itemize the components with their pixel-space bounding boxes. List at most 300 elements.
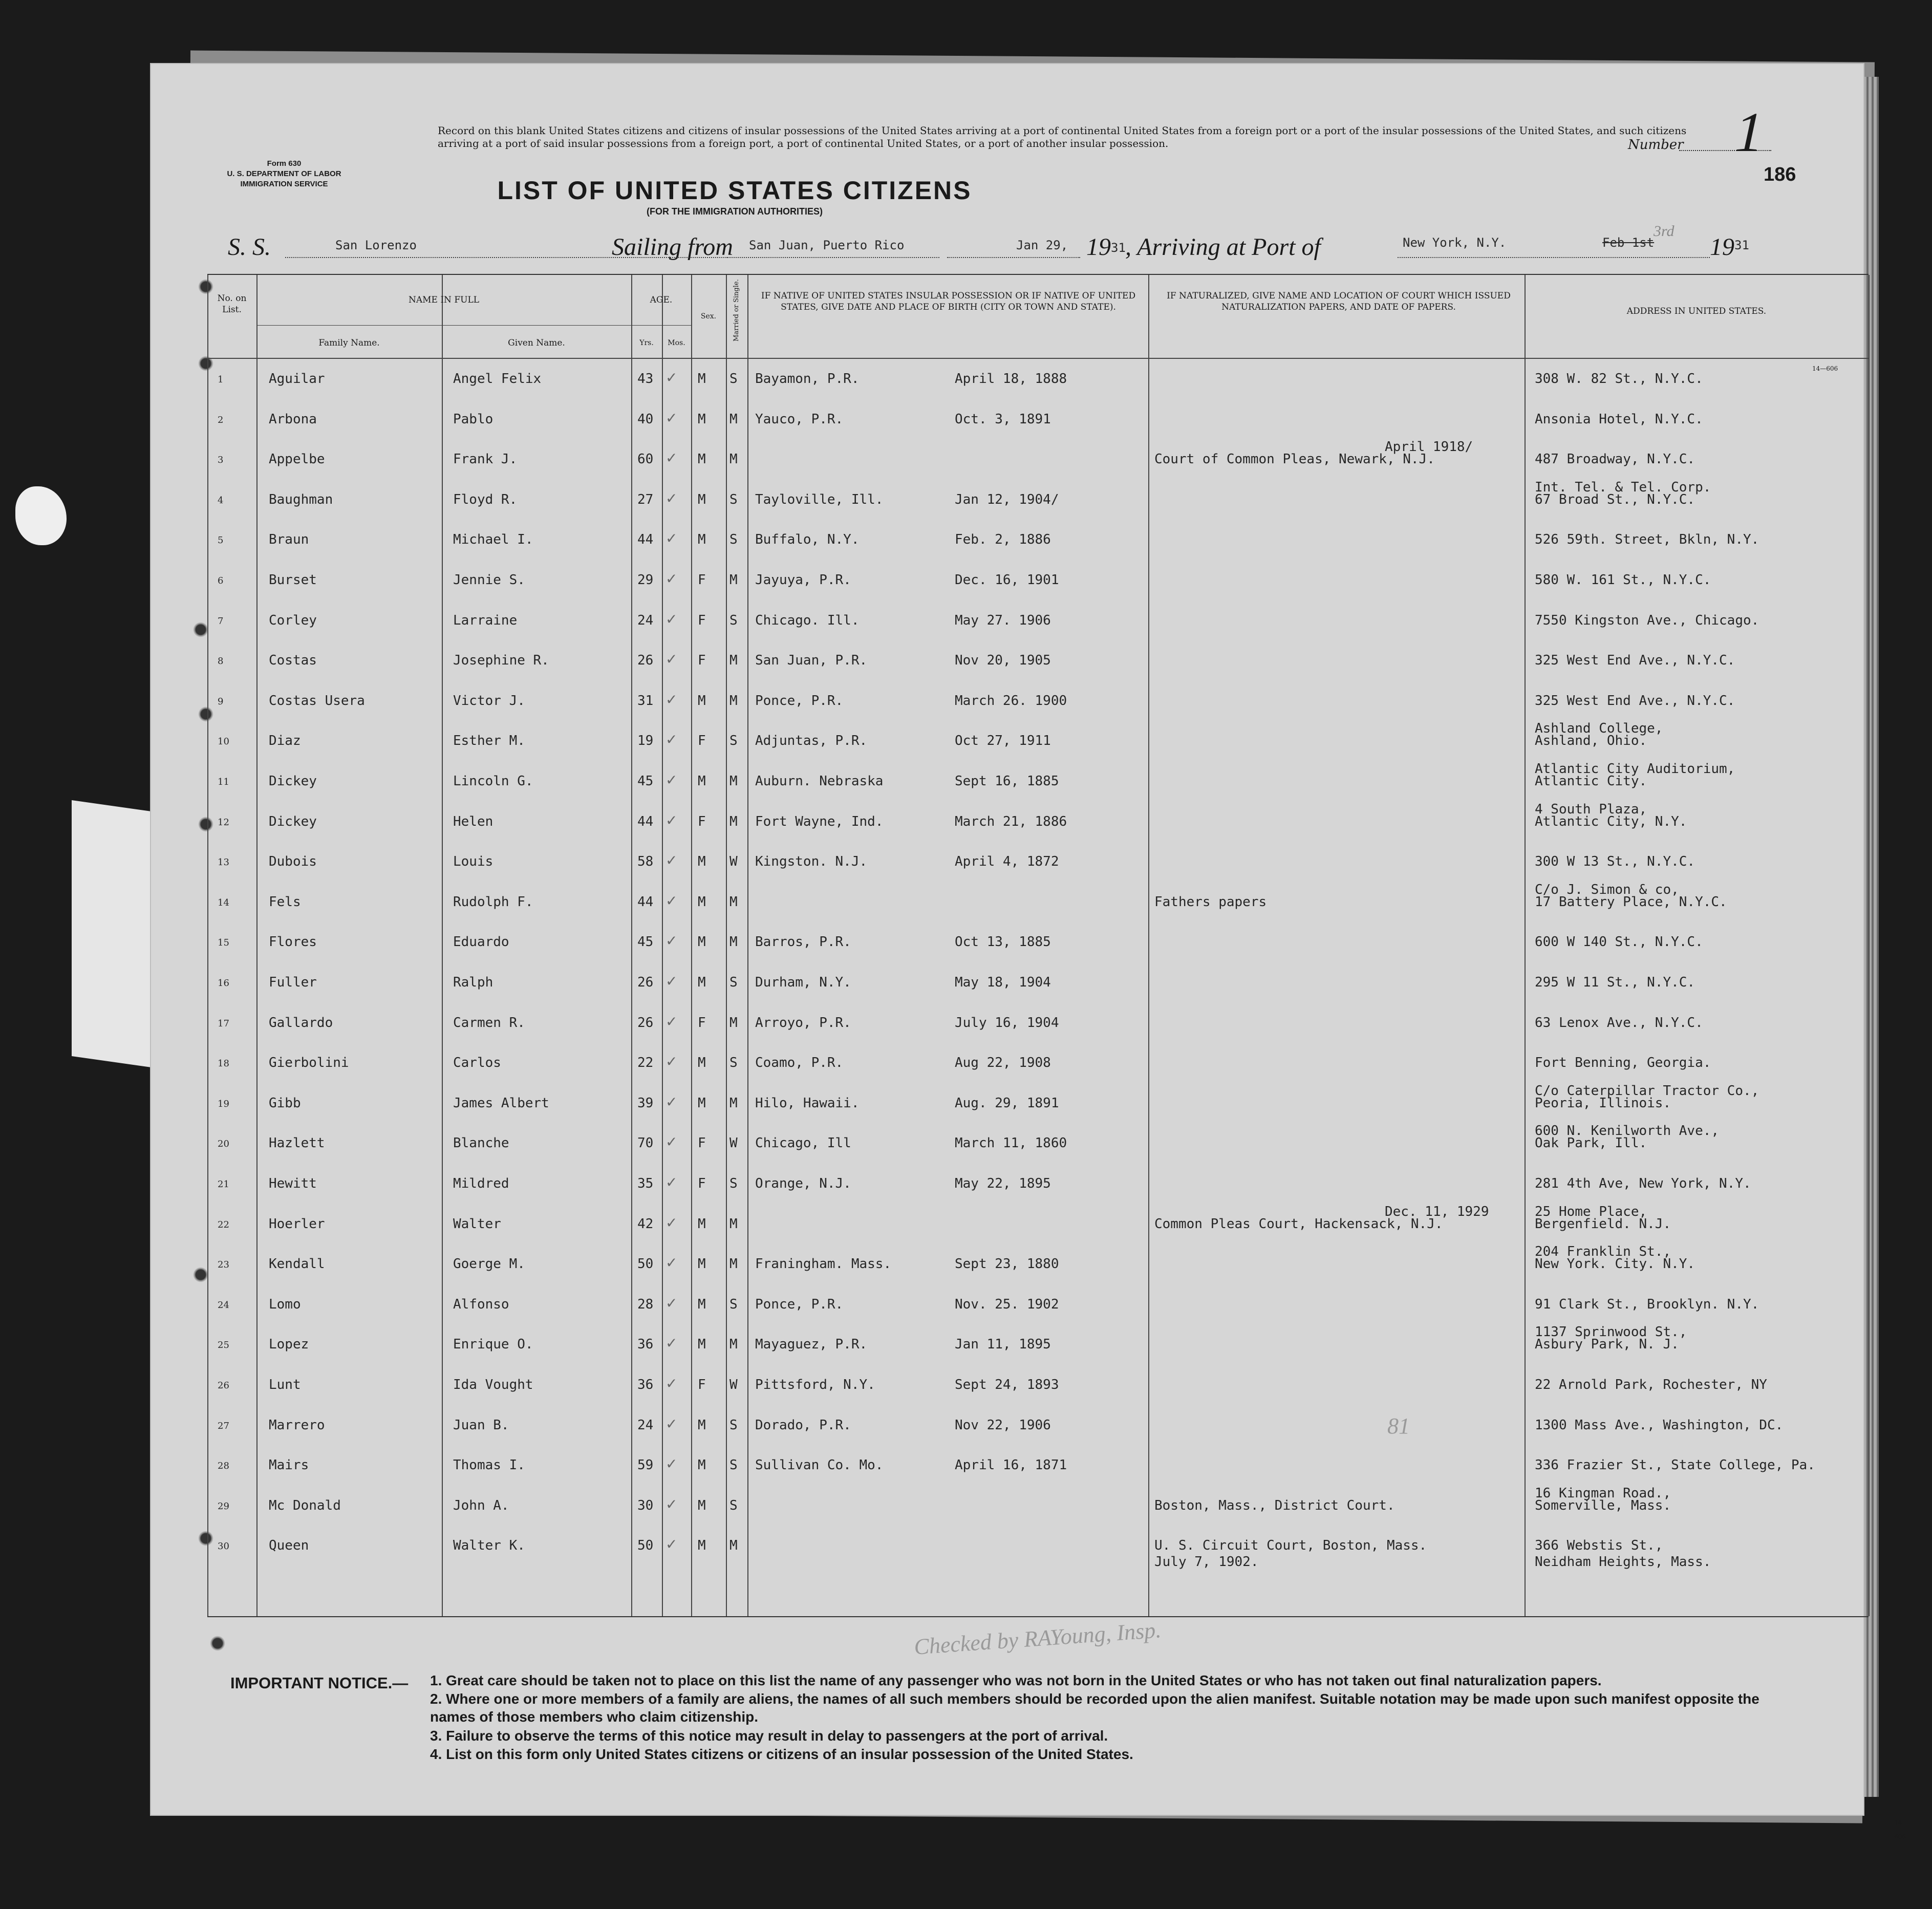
address: 1300 Mass Ave., Washington, DC. [1535,1417,1784,1433]
sex: M [698,693,706,709]
address: 7550 Kingston Ave., Chicago. [1535,612,1759,628]
marital-status: M [729,1337,738,1353]
sex: M [698,1095,706,1111]
form-code-bottom: 14—606 [1894,1819,1906,1840]
birth-date: Aug. 29, 1891 [955,1095,1059,1111]
family-name: Costas Usera [269,693,365,709]
birth-place: Barros, P.R. [755,934,851,950]
marital-status: S [729,1457,738,1473]
table-row [207,1123,1869,1164]
check-mark: ✓ [666,570,678,587]
table-row [207,1288,1869,1325]
table-row [207,966,1869,1003]
family-name: Hewitt [269,1176,317,1191]
birth-place: San Juan, P.R. [755,653,868,669]
sex: M [698,1497,706,1513]
birth-place: Durham, N.Y. [755,975,851,990]
check-mark: ✓ [666,1294,678,1312]
birth-date: July 16, 1904 [955,1015,1059,1031]
departure-date: Jan 29, [1016,238,1068,252]
naturalization-date: April 1918/ [1385,439,1473,455]
birth-date: Nov 20, 1905 [955,653,1051,669]
given-name: Victor J. [453,693,525,709]
birth-date: May 27. 1906 [955,612,1051,628]
birth-place: Buffalo, N.Y. [755,532,860,548]
row-number: 16 [218,978,229,989]
address: 325 West End Ave., N.Y.C. [1535,653,1735,669]
table-row [207,1408,1869,1446]
manifest-page [151,64,1906,1840]
given-name: Carmen R. [453,1015,525,1031]
marital-status: S [729,1055,738,1071]
age-years: 50 [637,1256,654,1272]
departure-port: San Juan, Puerto Rico [749,238,905,252]
family-name: Dickey [269,813,317,829]
address: Atlantic City, N.Y. [1535,813,1687,829]
arrival-date-correction: 3rd [1654,223,1675,240]
family-name: Gibb [269,1095,301,1111]
age-years: 30 [637,1497,654,1513]
given-name: Walter K. [453,1538,525,1554]
birth-date: Nov. 25. 1902 [955,1296,1059,1312]
naturalization-court: U. S. Circuit Court, Boston, Mass. [1154,1538,1427,1554]
birth-place: Arroyo, P.R. [755,1015,851,1031]
birth-date: Oct. 3, 1891 [955,411,1051,427]
header-sex: Sex. [700,312,717,320]
given-name: Juan B. [453,1417,509,1433]
age-years: 27 [637,491,654,507]
table-row [207,1529,1869,1570]
marital-status: M [729,693,738,709]
header-family-name: Family Name. [318,338,380,348]
family-name: Flores [269,934,317,950]
given-name: Frank J. [453,452,518,467]
birth-date: Jan 11, 1895 [955,1337,1051,1353]
department: U. S. DEPARTMENT OF LABOR [227,169,341,178]
check-mark: ✓ [666,489,678,507]
address: Atlantic City. [1535,774,1647,789]
sex: M [698,491,706,507]
row-number: 15 [218,937,229,949]
row-number: 1 [218,374,224,385]
family-name: Gierbolini [269,1055,349,1071]
notice-label: IMPORTANT NOTICE.— [230,1674,409,1692]
list-number: 1 [1729,101,1771,163]
given-name: Mildred [453,1176,509,1191]
pencil-number: 81 [1387,1413,1410,1439]
family-name: Dickey [269,774,317,789]
given-name: Eduardo [453,934,509,950]
address-line-1: Int. Tel. & Tel. Corp. [1535,479,1711,495]
family-name: Mc Donald [269,1497,341,1513]
birth-place: Franingham. Mass. [755,1256,892,1272]
given-name: Angel Felix [453,371,542,387]
marital-status: M [729,653,738,669]
given-name: Pablo [453,411,493,427]
sex: M [698,1216,706,1232]
punch-hole [193,622,208,637]
from-line [727,257,939,258]
table-row [207,604,1869,641]
birth-place: Orange, N.J. [755,1176,851,1191]
marital-status: S [729,371,738,387]
header-birth: IF NATIVE OF UNITED STATES INSULAR POSSESSION OR IF NATIVE OF UNITED STATES, GIVE DATE AND PLACE OF BIRTH (CITY OR TOWN AND STATE). [761,291,1136,312]
header-no: No. on List. [217,293,247,315]
row-number: 27 [218,1420,229,1431]
header-naturalized: IF NATURALIZED, GIVE NAME AND LOCATION OF COURT WHICH ISSUED NATURALIZATION PAPERS, AND DATE OF PAPERS. [1167,291,1511,312]
table-row [207,801,1869,842]
age-years: 26 [637,653,654,669]
birth-date: March 11, 1860 [955,1135,1067,1151]
row-number: 25 [218,1340,229,1351]
paper-tear [15,486,67,545]
table-row [207,1167,1869,1204]
family-name: Hoerler [269,1216,325,1232]
family-name: Kendall [269,1256,325,1272]
table-row [207,1046,1869,1083]
marital-status: W [729,1135,738,1151]
check-mark: ✓ [666,449,678,467]
row-number: 19 [218,1098,229,1109]
address: 63 Lenox Ave., N.Y.C. [1535,1015,1703,1031]
given-name: James Albert [453,1095,549,1111]
address: 487 Broadway, N.Y.C. [1535,452,1695,467]
notice-item: 2. Where one or more members of a family are aliens, the names of all such members should be recorded upon the alien manifest. Suitable notation may be made upon such manifest opposite the names of those members who claim citizenship. [430,1691,1759,1725]
address: Asbury Park, N. J. [1535,1337,1679,1353]
birth-date: Sept 16, 1885 [955,774,1059,789]
birth-date: Oct 27, 1911 [955,733,1051,749]
family-name: Fels [269,894,301,910]
birth-place: Chicago. Ill. [755,612,860,628]
birth-place: Mayaguez, P.R. [755,1337,868,1353]
sex: M [698,975,706,990]
row-number: 21 [218,1179,229,1190]
age-years: 44 [637,813,654,829]
sex: M [698,1538,706,1554]
arrival-year: 31 [1734,238,1749,252]
family-name: Arbona [269,411,317,427]
naturalization-date: Dec. 11, 1929 [1385,1204,1489,1219]
birth-date: May 18, 1904 [955,975,1051,990]
address: Ashland, Ohio. [1535,733,1647,749]
address: Ansonia Hotel, N.Y.C. [1535,411,1703,427]
birth-date: May 22, 1895 [955,1176,1051,1191]
marital-status: M [729,572,738,588]
address-line-1: Ashland College, [1535,721,1663,737]
age-years: 22 [637,1055,654,1071]
row-number: 22 [218,1219,229,1230]
naturalization-court: Fathers papers [1154,894,1267,910]
header-rule [256,325,692,326]
check-mark: ✓ [666,1536,678,1553]
check-mark: ✓ [666,409,678,426]
age-years: 36 [637,1377,654,1392]
given-name: Jennie S. [453,572,525,588]
family-name: Costas [269,653,317,669]
birth-date: April 4, 1872 [955,854,1059,870]
row-number: 6 [218,575,224,586]
arrival-port: New York, N.Y. [1403,235,1507,250]
check-mark: ✓ [666,973,678,990]
birth-date: March 26. 1900 [955,693,1067,709]
marital-status: M [729,1095,738,1111]
header-name-in-full: NAME IN FULL [408,295,480,305]
family-name: Queen [269,1538,309,1554]
sex: M [698,1417,706,1433]
address: Fort Benning, Georgia. [1535,1055,1711,1071]
birth-place: Coamo, P.R. [755,1055,844,1071]
marital-status: S [729,1417,738,1433]
age-years: 28 [637,1296,654,1312]
row-number: 29 [218,1500,229,1512]
age-years: 70 [637,1135,654,1151]
check-mark: ✓ [666,1133,678,1151]
marital-status: W [729,1377,738,1392]
birth-place: Chicago, Ill [755,1135,851,1151]
arriving-label: , Arriving at Port of [1125,233,1321,261]
family-name: Mairs [269,1457,309,1473]
age-years: 24 [637,1417,654,1433]
age-years: 19 [637,733,654,749]
sex: M [698,934,706,950]
birth-place: Yauco, P.R. [755,411,844,427]
year-prefix: 19 [1086,233,1111,261]
row-number: 8 [218,656,224,667]
sex: M [698,452,706,467]
family-name: Appelbe [269,452,325,467]
family-name: Diaz [269,733,301,749]
address: 336 Frazier St., State College, Pa. [1535,1457,1815,1473]
row-number: 13 [218,857,229,868]
header-address: ADDRESS IN UNITED STATES. [1626,306,1767,316]
birth-date: March 21, 1886 [955,813,1067,829]
given-name: Enrique O. [453,1337,533,1353]
age-years: 58 [637,854,654,870]
table-row [207,439,1869,480]
family-name: Lunt [269,1377,301,1392]
row-number: 7 [218,615,224,627]
marital-status: S [729,491,738,507]
birth-date: Feb. 2, 1886 [955,532,1051,548]
sex: F [698,1015,706,1031]
check-mark: ✓ [666,1495,678,1513]
ship-name: San Lorenzo [335,238,417,252]
row-number: 24 [218,1299,229,1311]
address: Oak Park, Ill. [1535,1135,1647,1151]
marital-status: M [729,813,738,829]
row-number: 20 [218,1139,229,1150]
address-line-1: 204 Franklin St., [1535,1244,1671,1260]
sex: F [698,653,706,669]
sex: F [698,733,706,749]
age-years: 44 [637,894,654,910]
address-line-1: 25 Home Place, [1535,1204,1647,1219]
row-number: 23 [218,1259,229,1271]
marital-status: M [729,894,738,910]
birth-place: Ponce, P.R. [755,693,844,709]
age-years: 35 [637,1176,654,1191]
sex: F [698,1176,706,1191]
given-name: Blanche [453,1135,509,1151]
address-line-1: 600 N. Kenilworth Ave., [1535,1123,1720,1139]
marital-status: S [729,532,738,548]
inspector-note: Checked by RAYoung, Insp. [913,1617,1162,1660]
row-number: 4 [218,495,224,506]
address: 366 Webstis St., [1535,1538,1663,1554]
page-title: LIST OF UNITED STATES CITIZENS [497,176,972,205]
age-years: 43 [637,371,654,387]
given-name: Rudolph F. [453,894,533,910]
notice-item: 3. Failure to observe the terms of this notice may result in delay to passengers at the port of arrival. [430,1728,1108,1744]
table-row [207,479,1869,520]
birth-place: Ponce, P.R. [755,1296,844,1312]
sex: M [698,1337,706,1353]
address-line-2: Neidham Heights, Mass. [1535,1554,1711,1570]
check-mark: ✓ [666,369,678,386]
header-mos: Mos. [668,339,685,347]
sex: M [698,1457,706,1473]
address: 580 W. 161 St., N.Y.C. [1535,572,1711,588]
sex: M [698,894,706,910]
table-row [207,523,1869,560]
check-mark: ✓ [666,1053,678,1070]
punch-hole [210,1636,225,1651]
check-mark: ✓ [666,1375,678,1392]
family-name: Burset [269,572,317,588]
birth-date: Dec. 16, 1901 [955,572,1059,588]
age-years: 45 [637,774,654,789]
naturalization-date: July 7, 1902. [1154,1554,1259,1570]
family-name: Marrero [269,1417,325,1433]
row-number: 11 [218,777,229,787]
age-years: 42 [637,1216,654,1232]
table-row [207,1368,1869,1405]
marital-status: M [729,1538,738,1554]
ss-label: S. S. [228,233,271,261]
birth-place: Kingston. N.J. [755,854,868,870]
given-name: John A. [453,1497,509,1513]
check-mark: ✓ [666,1174,678,1191]
marital-status: M [729,411,738,427]
number-label: Number [1628,137,1684,153]
address-line-1: 1137 Sprinwood St., [1535,1324,1687,1340]
birth-date: Sept 24, 1893 [955,1377,1059,1392]
given-name: Larraine [453,612,518,628]
table-row [207,1448,1869,1486]
birth-place: Auburn. Nebraska [755,774,884,789]
marital-status: M [729,1015,738,1031]
birth-date: Nov 22, 1906 [955,1417,1051,1433]
table-row [207,721,1869,761]
sex: F [698,1135,706,1151]
row-number: 9 [218,696,224,707]
check-mark: ✓ [666,1335,678,1352]
naturalization-court: Boston, Mass., District Court. [1154,1497,1395,1513]
address: 281 4th Ave, New York, N.Y. [1535,1176,1751,1191]
address: Peoria, Illinois. [1535,1095,1671,1111]
sex: F [698,612,706,628]
sex: F [698,813,706,829]
sex: M [698,532,706,548]
address: 67 Broad St., N.Y.C. [1535,491,1695,507]
age-years: 26 [637,975,654,990]
sex: M [698,411,706,427]
address: New York. City. N.Y. [1535,1256,1695,1272]
sex: M [698,1055,706,1071]
row-number: 12 [218,817,229,828]
family-name: Gallardo [269,1015,333,1031]
table-row [207,761,1869,802]
sex: M [698,854,706,870]
row-number: 14 [218,897,229,908]
table-row [207,402,1869,440]
header-given-name: Given Name. [508,338,565,348]
given-name: Walter [453,1216,501,1232]
given-name: Alfonso [453,1296,509,1312]
birth-date: Sept 23, 1880 [955,1256,1059,1272]
given-name: Helen [453,813,493,829]
age-years: 24 [637,612,654,628]
birth-date: April 16, 1871 [955,1457,1067,1473]
table-row [207,1083,1869,1124]
birth-place: Bayamon, P.R. [755,371,860,387]
family-name: Aguilar [269,371,325,387]
age-years: 36 [637,1337,654,1353]
marital-status: S [729,975,738,990]
birth-date: Aug 22, 1908 [955,1055,1051,1071]
address: 91 Clark St., Brooklyn. N.Y. [1535,1296,1759,1312]
given-name: Ida Vought [453,1377,533,1392]
citizen-table [207,274,1869,1617]
form-code: 14—606 [1812,365,1838,372]
sex: M [698,371,706,387]
header-married: Married or Single. [733,279,740,341]
age-years: 59 [637,1457,654,1473]
address: 22 Arnold Park, Rochester, NY [1535,1377,1767,1392]
birth-place: Hilo, Hawaii. [755,1095,860,1111]
address-line-1: Atlantic City Auditorium, [1535,761,1735,777]
service: IMMIGRATION SERVICE [240,180,328,188]
address-line-1: 16 Kingman Road., [1535,1485,1671,1501]
notice-item: 4. List on this form only United States citizens or citizens of an insular possession of the United States. [430,1746,1133,1762]
marital-status: M [729,452,738,467]
table-row [207,845,1869,882]
family-name: Corley [269,612,317,628]
check-mark: ✓ [666,852,678,869]
check-mark: ✓ [666,771,678,788]
header-age: AGE. [650,295,673,305]
row-number: 3 [218,455,224,466]
birth-place: Adjuntas, P.R. [755,733,868,749]
sex: M [698,774,706,789]
birth-date: April 18, 1888 [955,371,1067,387]
address: Bergenfield. N.J. [1535,1216,1671,1232]
row-number: 17 [218,1018,229,1029]
birth-place: Jayuya, P.R. [755,572,851,588]
table-row [207,1204,1869,1245]
given-name: Lincoln G. [453,774,533,789]
family-name: Dubois [269,854,317,870]
date-line [947,257,1080,258]
form-number: Form 630 [267,159,302,168]
address: Somerville, Mass. [1535,1497,1671,1513]
age-years: 31 [637,693,654,709]
birth-place: Pittsford, N.Y. [755,1377,875,1392]
check-mark: ✓ [666,1415,678,1432]
table-row [207,362,1869,399]
check-mark: ✓ [666,1093,678,1110]
marital-status: S [729,612,738,628]
